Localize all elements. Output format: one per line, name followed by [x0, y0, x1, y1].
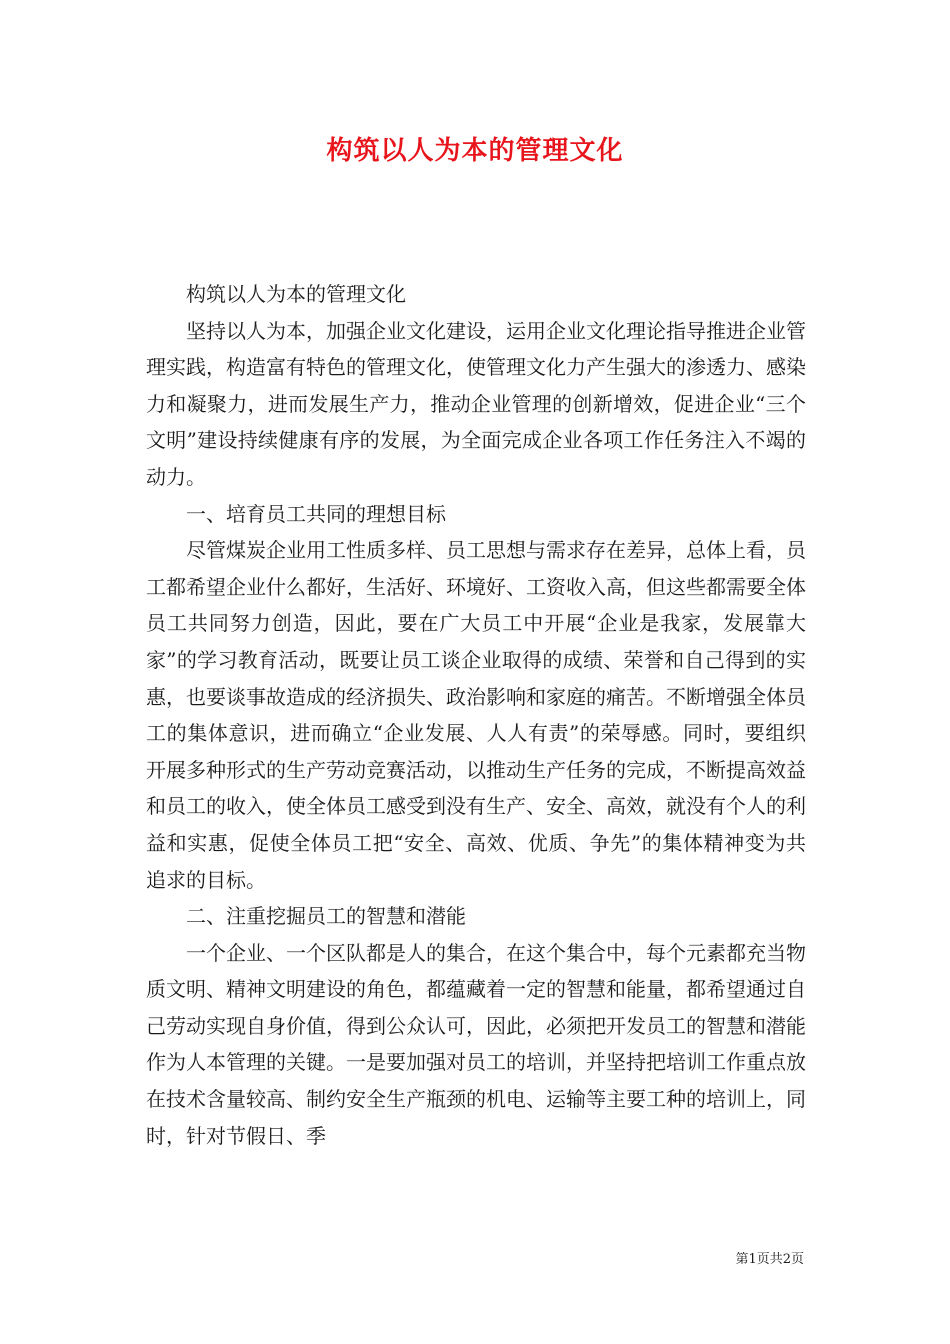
document-title: 构筑以人为本的管理文化: [326, 136, 624, 166]
page-number-footer: 第1页共2页: [735, 1252, 804, 1267]
section-heading-1: 一、培育员工共同的理想目标: [186, 501, 446, 526]
section-heading-2: 二、注重挖掘员工的智慧和潜能: [186, 904, 466, 929]
paragraph-section-1: 尽管煤炭企业用工性质多样、员工思想与需求存在差异，总体上看，员工都希望企业什么都好，生活好、环境好、工资收入高，但这些都需要全体员工共同努力创造，因此，要在广大员工中开展“企业是我家，发展靠大家”的学习教育活动，既要让员工谈企业取得的成绩、荣誉和自己得到的实惠，也要谈事故造成的经济损失、政治影响和家庭的痛苦。不断增强全体员工的集体意识，进而确立“企业发展、人人有责”的荣辱感。同时，要组织开展多种形式的生产劳动竞赛活动，以推动生产任务的完成，不断提高效益和员工的收入，使全体员工感受到没有生产、安全、高效，就没有个人的利益和实惠，促使全体员工把“安全、高效、优质、争先”的集体精神变为共追求的目标。: [146, 538, 806, 892]
paragraph-heading: 构筑以人为本的管理文化: [186, 282, 406, 306]
paragraph-section-2: 一个企业、一个区队都是人的集合，在这个集合中，每个元素都充当物质文明、精神文明建设的角色，都蕴藏着一定的智慧和能量，都希望通过自己劳动实现自身价值，得到公众认可，因此，必须把开发员工的智慧和潜能作为人本管理的关键。一是要加强对员工的培训，并坚持把培训工作重点放在技术含量较高、制约安全生产瓶颈的机电、运输等主要工种的培训上，同时，针对节假日、季: [146, 940, 806, 1148]
paragraph-intro: 坚持以人为本，加强企业文化建设，运用企业文化理论指导推进企业管理实践，构造富有特色的管理文化，使管理文化力产生强大的渗透力、感染力和凝聚力，进而发展生产力，推动企业管理的创新增效，促进企业“三个文明”建设持续健康有序的发展，为全面完成企业各项工作任务注入不竭的动力。: [146, 318, 806, 489]
document-body: [146, 276, 806, 1154]
